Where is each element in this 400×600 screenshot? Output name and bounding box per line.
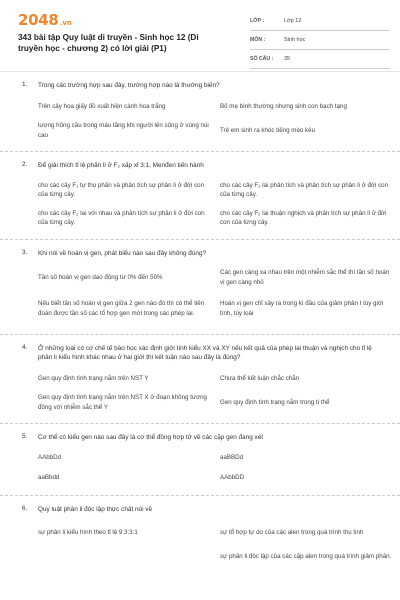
answer-option[interactable]: aaBbdd — [38, 474, 60, 482]
answer-option[interactable]: Gen quy định tính trạng nằm trong ti thể — [220, 398, 330, 406]
answer-options — [0, 265, 400, 327]
meta-value: Sinh học — [284, 37, 306, 43]
answer-option[interactable]: Trên cây hoa giấy đỏ xuất hiện cành hoa trắng — [38, 103, 166, 111]
question-number: 2. — [22, 160, 28, 168]
meta-row-question-count — [250, 50, 390, 69]
question-text: Để giải thích tỉ lệ phân li ở F₂ xấp xỉ 3:1, Menđen tiến hành — [38, 161, 204, 169]
answer-option[interactable]: Hoán vị gen chỉ xảy ra trong kì đầu của giảm phân I tùy giới tính, tùy loài — [220, 300, 384, 317]
answer-option[interactable]: cho các cây F₂ lai phân tích và phân tích sự phân li ở đời con của từng cây. — [220, 181, 389, 198]
meta-value: 35 — [284, 56, 291, 62]
answer-options — [0, 97, 400, 144]
meta-row-subject — [250, 31, 390, 50]
meta-info — [250, 12, 390, 69]
answer-options — [0, 369, 400, 416]
question-5 — [0, 424, 400, 497]
answer-option[interactable]: Bố mẹ bình thường nhưng sinh con bạch tạng — [220, 103, 347, 111]
question-text: Khi nói về hoán vị gen, phát biểu nào sau đây không đúng? — [38, 250, 207, 257]
answer-option[interactable]: cho các cây F₂ lai thuận nghịch và phân tích sự phân li ở đời con của từng cây. — [220, 209, 387, 226]
answer-option[interactable]: Gen quy định tính trạng nằm trên NST Y — [38, 375, 149, 383]
answer-option[interactable]: cho các cây F₂ lai với nhau và phân tích sự phân li ở đời con của từng cây. — [38, 209, 205, 226]
question-text: Ở những loài có cơ chế tế bào học xác định giới tính kiểu XX và XY nếu kết quả của phép lai thuận và nghịch cho tỉ lệ phân li kiểu hình khác nhau ở hai giới thì kết luận nào sau đây là đúng? — [38, 344, 372, 361]
question-4 — [0, 335, 400, 424]
question-number: 1. — [22, 81, 28, 88]
question-text: Trong các trường hợp sau đây, trường hợp nào là thường biến? — [38, 82, 220, 89]
question-text: Cơ thể có kiểu gen nào sau đây là cơ thể đồng hợp tử về các cặp gen đang xét — [38, 433, 264, 441]
meta-row-grade — [250, 12, 390, 31]
answer-options — [0, 521, 400, 569]
question-3 — [0, 240, 400, 335]
question-list — [0, 72, 400, 576]
question-6 — [0, 496, 400, 576]
answer-option[interactable]: Gen quy định tính trạng nằm trên NST X ở đoạn không tương đồng với nhiễm sắc thể Y — [38, 394, 207, 411]
question-header — [0, 424, 400, 443]
meta-label: LỚP : — [250, 18, 265, 24]
answer-option[interactable]: sự tổ hợp tự do của các alen trong quá trình thụ tinh — [220, 528, 364, 536]
answer-option[interactable]: Các gen càng xa nhau trên một nhiễm sắc thể thì tần số hoán vị gen càng nhỏ — [220, 269, 390, 286]
answer-options — [0, 448, 400, 488]
site-logo[interactable] — [18, 11, 72, 27]
question-number: 4. — [22, 343, 28, 351]
answer-option[interactable]: AAbbDD — [220, 474, 245, 482]
document-title: 343 bài tập Quy luật di truyền - Sinh học 12 (Di truyền học - chương 2) có lời giải (P1) — [18, 33, 199, 53]
question-header — [0, 152, 400, 171]
question-header — [0, 240, 400, 259]
question-header — [0, 335, 400, 363]
question-header — [0, 496, 400, 515]
logo-domain: .vn — [59, 19, 72, 27]
meta-value: Lớp 12 — [284, 18, 302, 24]
answer-option[interactable]: Nếu biết tần số hoán vị gen giữa 2 gen nào đó thì có thể tiên đoán được tần số các tổ hợp gen mới trong các phép lai. — [38, 300, 205, 317]
question-number: 6. — [22, 505, 28, 512]
question-number: 3. — [22, 249, 28, 256]
answer-option[interactable]: sự phân li độc lập của các cặp alen trong quá trình giảm phân. — [220, 552, 392, 560]
page-header — [0, 0, 400, 72]
answer-option[interactable]: Chưa thể kết luận chắc chắn — [220, 375, 300, 383]
question-2 — [0, 152, 400, 241]
answer-option[interactable]: cho các cây F₁ tự thụ phấn và phân tích sự phân li ở đời con của từng cây. — [38, 181, 205, 198]
answer-option[interactable] — [38, 545, 210, 569]
answer-option[interactable]: sự phân li kiểu hình theo tỉ lệ 9:3:3:1 — [38, 528, 138, 536]
answer-option[interactable]: Tần số hoán vị gen dao động từ 0% đến 50% — [38, 273, 163, 281]
question-number: 5. — [22, 432, 28, 440]
answer-option[interactable]: aaBBDd — [220, 454, 244, 462]
answer-option[interactable]: AAbbDd — [38, 454, 62, 462]
meta-label: MÔN : — [250, 37, 266, 43]
answer-option[interactable]: lượng hồng cầu trong máu tăng khi người lên sống ở vùng núi cao — [38, 122, 209, 139]
question-header — [0, 72, 400, 91]
answer-options — [0, 176, 400, 232]
logo-text: 2048 — [18, 11, 59, 29]
meta-label: SỐ CÂU : — [250, 56, 274, 62]
question-1 — [0, 72, 400, 152]
question-text: Quy luật phân li độc lập thực chất nói về — [38, 506, 153, 513]
answer-option[interactable]: Trẻ em sinh ra khóc tiếng mèo kêu — [220, 126, 316, 134]
